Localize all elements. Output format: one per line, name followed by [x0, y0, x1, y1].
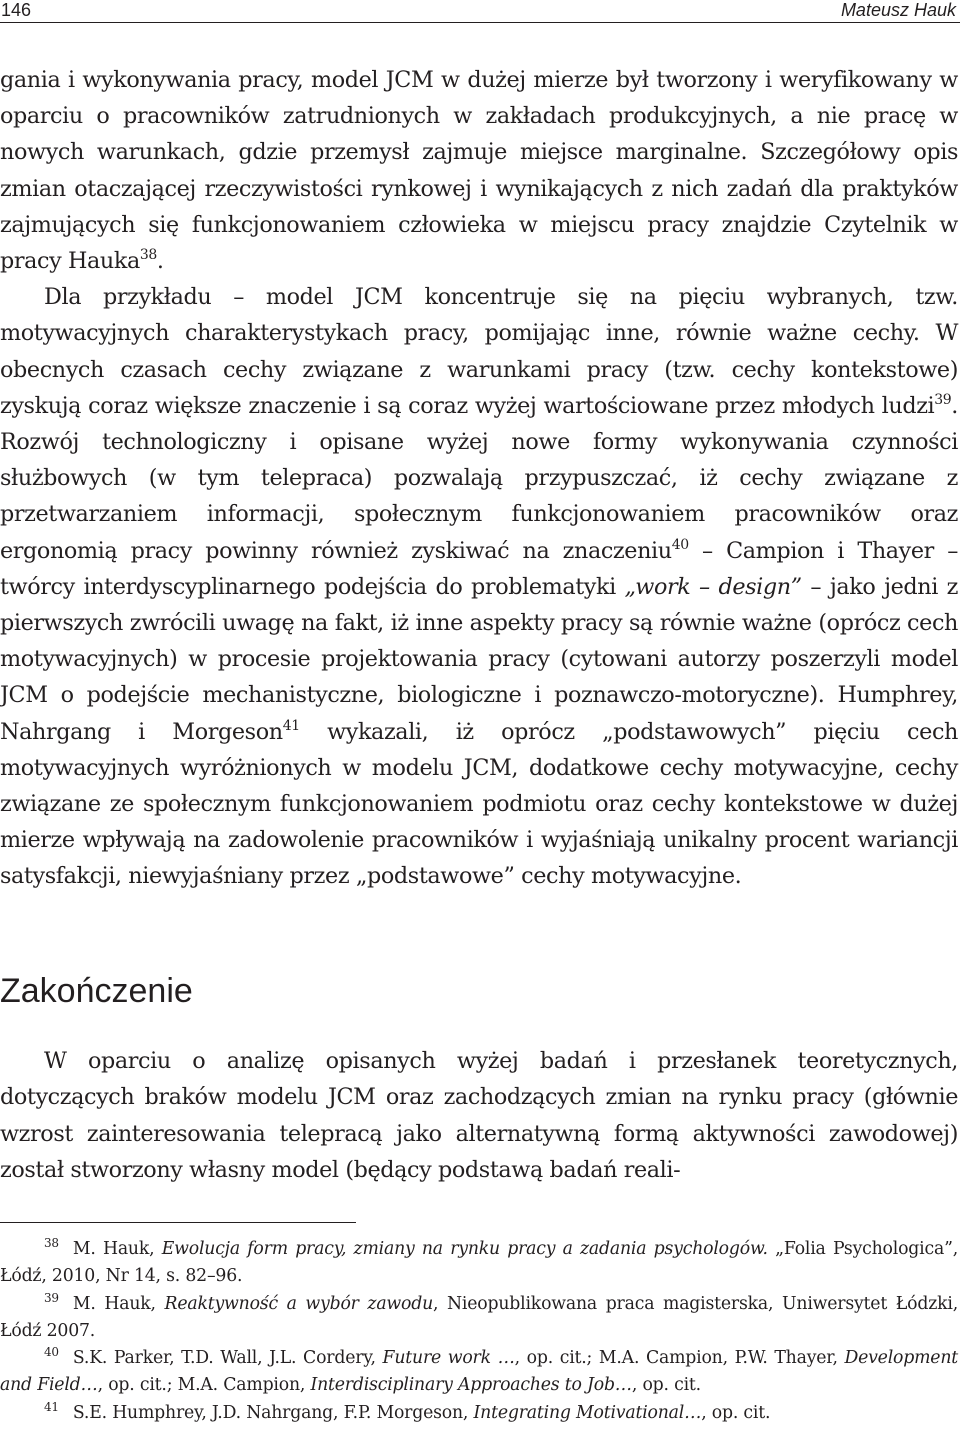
footnote-title: Future work … — [382, 1348, 515, 1369]
footnote-number: 40 — [44, 1345, 59, 1360]
footnote-text: , op. cit.; M.A. Campion, P.W. Thayer, — [514, 1348, 845, 1369]
footnote-text: S.K. Parker, T.D. Wall, J.L. Cordery, — [72, 1348, 383, 1369]
footnote-text: , op. cit. — [701, 1402, 771, 1423]
footnote-number: 41 — [44, 1399, 59, 1414]
paragraph-2 — [0, 279, 958, 894]
footnote-ref-40: 40 — [671, 536, 689, 553]
footnote-title: Development and Field… — [0, 1348, 958, 1396]
footnote-title: Interdisciplinary Approaches to Job… — [310, 1375, 632, 1396]
footnote-ref-39: 39 — [934, 391, 952, 408]
running-header — [0, 0, 960, 23]
footnote-text: M. Hauk, — [72, 1239, 162, 1259]
footnote-41 — [0, 1400, 958, 1427]
footnotes — [0, 1236, 958, 1427]
paragraph-2-text-a: Dla przykładu – model JCM koncentruje się na pięciu wybranych, tzw. motywacyjnych charakterystykach pracy, pomijając inne, równie ważne cechy. W obecnych czasach cechy związane z warunkami pracy (tzw. cechy kontekstowe) zyskują coraz większe znaczenie i są coraz wyżej wartościowane przez młodych ludzi — [0, 284, 958, 419]
paragraph-1-end: . — [156, 248, 164, 275]
body-text — [0, 62, 958, 895]
footnote-text: M. Hauk, — [72, 1293, 165, 1314]
footnote-text: , Nieopublikowana praca magisterska, Uniwersytet Łódzki, Łódź 2007. — [0, 1293, 958, 1341]
footnote-ref-38: 38 — [139, 247, 157, 264]
footnote-ref-41: 41 — [282, 717, 300, 734]
paragraph-1-text: gania i wykonywania pracy, model JCM w dużej mierze był tworzony i weryfikowany w oparciu o pracowników zatrudnionych w zakładach produkcyjnych, a nie pracę w nowych warunkach, gdzie przemysł zajmuje miejsce marginalne. Szczegółowy opis zmian otaczającej rzeczywistości rynkowej i wynikających z nich zadań dla praktyków zajmujących się funkcjonowaniem człowieka w miejscu pracy znajdzie Czytelnik w pracy Hauka — [0, 67, 958, 275]
footnote-title: Ewolucja form pracy, zmiany na rynku pracy a zadania psychologów. — [161, 1239, 768, 1259]
paragraph-1 — [0, 62, 958, 279]
footnote-title: Integrating Motivational… — [473, 1402, 702, 1423]
paragraph-2-text-b: . Rozwój technologiczny i opisane wyżej nowe formy wykonywania czynności służbowych (w tym telepraca) pozwalają przypuszczać, iż cechy związane z przetwarzaniem informacji, społecznym funkcjonowaniem pracowników oraz ergonomią pracy powinny również zyskiwać na znaczeniu — [0, 392, 958, 564]
paragraph-2-text-c: – Campion i Thayer – twórcy interdyscyplinarnego podejścia do problematyki — [0, 537, 958, 600]
page-number: 146 — [1, 0, 32, 20]
footnote-separator — [0, 1222, 356, 1223]
work-design-term: „work – design” — [624, 573, 802, 600]
footnote-text: S.E. Humphrey, J.D. Nahrgang, F.P. Morgeson, — [72, 1402, 474, 1423]
running-head-author: Mateusz Hauk — [840, 0, 956, 20]
footnote-number: 39 — [44, 1290, 59, 1305]
footnote-40 — [0, 1345, 958, 1400]
footnote-38 — [0, 1236, 958, 1291]
footnote-text: , op. cit. — [631, 1375, 701, 1396]
footnote-number: 38 — [44, 1236, 59, 1250]
section-heading: Zakończenie — [0, 972, 193, 1010]
conclusion-paragraph: W oparciu o analizę opisanych wyżej badań i przesłanek teoretycznych, dotyczących braków modelu JCM oraz zachodzących zmian na rynku pracy (głównie wzrost zainteresowania telepracą jako alternatywną formą aktywności zawodowej) został stworzony własny model (będący podstawą badań reali- — [0, 1048, 958, 1184]
footnote-text: „Folia Psychologica”, Łódź, 2010, Nr 14, s. 82–96. — [0, 1239, 958, 1287]
footnote-title: Reaktywność a wybór zawodu — [164, 1293, 434, 1314]
footnote-text: , op. cit.; M.A. Campion, — [97, 1375, 311, 1396]
paragraph-2-text-e: wykazali, iż oprócz „podstawowych” pięciu cech motywacyjnych wyróżnionych w modelu JCM, dodatkowe cechy motywacyjne, cechy związane ze społecznym funkcjonowaniem podmiotu oraz cechy kontekstowe w dużej mierze wpływają na zadowolenie pracowników i wyjaśniają unikalny procent wariancji satysfakcji, niewyjaśniany przez „podstawowe” cechy motywacyjne. — [0, 718, 958, 890]
paragraph-2-text-d: – jako jedni z pierwszych zwrócili uwagę na fakt, iż inne aspekty pracy są równie ważne (oprócz cech motywacyjnych) w procesie projektowania pracy (cytowani autorzy poszerzyli model JCM o podejście mechanistyczne, biologiczne i poznawczo-motoryczne). Humphrey, Nahrgang i Morgeson — [0, 573, 958, 745]
footnote-39 — [0, 1291, 958, 1346]
